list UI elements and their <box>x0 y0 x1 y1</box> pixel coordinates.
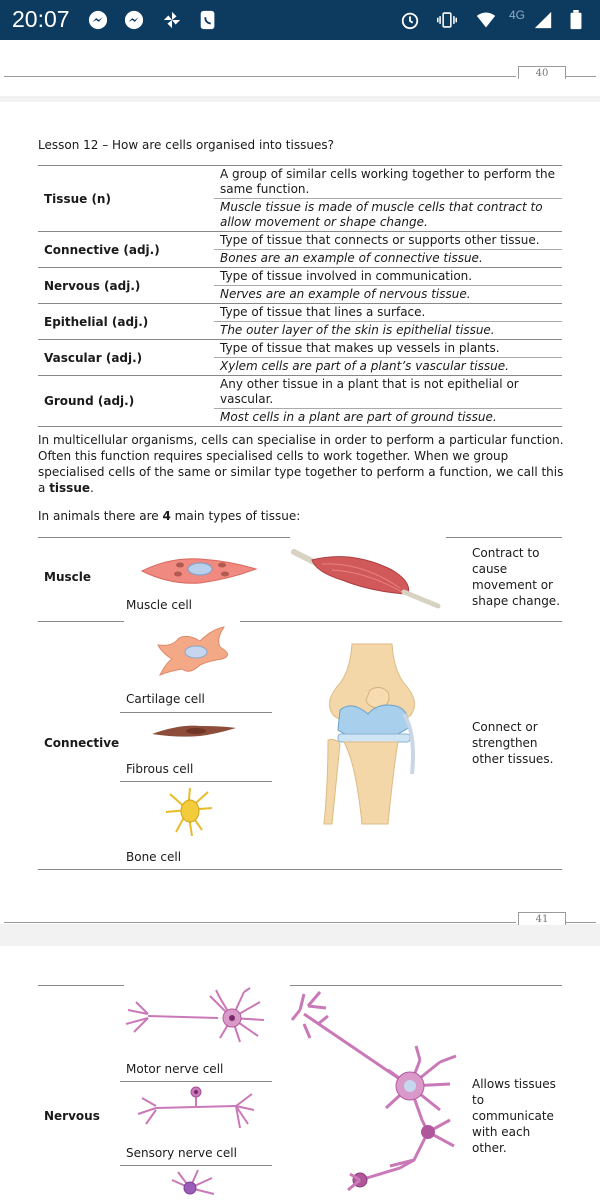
page-number: 41 <box>518 912 566 925</box>
vocab-definition: Type of tissue that connects or supports other tissue. <box>214 232 562 250</box>
divider <box>446 537 562 538</box>
messenger-icon <box>124 10 144 30</box>
messenger-icon <box>88 10 108 30</box>
signal-icon <box>533 10 553 30</box>
motor-nerve-cell-label: Motor nerve cell <box>126 1062 224 1076</box>
vocab-example: Xylem cells are part of a plant’s vascular tissue. <box>214 358 562 376</box>
vibrate-icon <box>437 10 457 30</box>
muscle-label: Muscle <box>44 570 91 584</box>
vocab-term: Connective (adj.) <box>38 232 214 268</box>
vocab-definition: Type of tissue that lines a surface. <box>214 304 562 322</box>
muscle-cell-image <box>140 555 258 587</box>
muscle-tissue-image <box>292 548 440 610</box>
vocabulary-table <box>38 165 562 427</box>
alarm-icon <box>400 10 420 30</box>
divider <box>240 621 562 622</box>
divider <box>566 76 596 77</box>
divider <box>120 781 272 782</box>
divider <box>38 869 562 870</box>
fibrous-cell-label: Fibrous cell <box>126 762 194 776</box>
knee-joint-image <box>322 644 422 824</box>
divider <box>38 537 290 538</box>
fibrous-cell-image <box>150 722 238 740</box>
connective-label: Connective <box>44 736 120 750</box>
vocab-definition: Type of tissue that makes up vessels in plants. <box>214 340 562 358</box>
connective-description: Connect or strengthen other tissues. <box>472 720 554 766</box>
vocab-example: Nerves are an example of nervous tissue. <box>214 286 562 304</box>
pinwheel-icon <box>162 10 182 30</box>
bone-cell-label: Bone cell <box>126 850 182 864</box>
vocab-example: Most cells in a plant are part of ground tissue. <box>214 409 562 427</box>
vocab-definition: Type of tissue involved in communication. <box>214 268 562 286</box>
tissue-count: 4 <box>162 509 171 523</box>
vocab-term: Vascular (adj.) <box>38 340 214 376</box>
keyword-tissue: tissue <box>49 481 91 495</box>
motor-nerve-cell-image <box>124 988 266 1044</box>
divider <box>120 712 272 713</box>
vocab-row <box>38 268 562 286</box>
nervous-label: Nervous <box>44 1109 100 1123</box>
vocab-term: Tissue (n) <box>38 166 214 232</box>
battery-icon <box>566 10 586 30</box>
muscle-cell-label: Muscle cell <box>126 598 192 612</box>
cartilage-cell-image <box>152 625 236 677</box>
divider <box>566 922 596 923</box>
intro-text: In multicellular organisms, cells can specialise in order to perform a particular function. Often this function requires specialised cells to work together. When we group specialised cells of the same or similar type together to perform a function, we call this a <box>38 433 564 495</box>
intro-end: . <box>90 481 94 495</box>
vocab-row <box>38 166 562 199</box>
vocab-row <box>38 376 562 409</box>
nervous-tissue-image <box>290 990 460 1200</box>
animals-pre: In animals there are <box>38 509 163 523</box>
animals-sentence <box>38 509 300 523</box>
status-bar <box>0 0 600 40</box>
phone-app-icon <box>198 10 218 30</box>
vocab-row <box>38 304 562 322</box>
vocab-term: Epithelial (adj.) <box>38 304 214 340</box>
sensory-nerve-cell-image <box>136 1084 256 1132</box>
divider <box>4 922 516 923</box>
wifi-icon <box>476 10 496 30</box>
vocab-term: Nervous (adj.) <box>38 268 214 304</box>
divider <box>120 1081 272 1082</box>
vocab-example: The outer layer of the skin is epithelial tissue. <box>214 322 562 340</box>
divider <box>290 985 562 986</box>
status-time: 20:07 <box>12 6 70 32</box>
vocab-definition: Any other tissue in a plant that is not epithelial or vascular. <box>214 376 562 409</box>
sensory-nerve-cell-label: Sensory nerve cell <box>126 1146 237 1160</box>
page-number: 40 <box>518 66 566 79</box>
vocab-row <box>38 232 562 250</box>
page-40-footer <box>0 40 600 96</box>
network-type: 4G <box>509 8 526 22</box>
vocab-term: Ground (adj.) <box>38 376 214 427</box>
interneuron-image <box>168 1168 218 1200</box>
vocab-definition: A group of similar cells working together to perform the same function. <box>214 166 562 199</box>
animals-post: main types of tissue: <box>170 509 301 523</box>
vocab-row <box>38 340 562 358</box>
divider <box>120 1165 272 1166</box>
divider <box>38 985 124 986</box>
vocab-example: Bones are an example of connective tissue. <box>214 250 562 268</box>
vocab-example: Muscle tissue is made of muscle cells that contract to allow movement or shape change. <box>214 199 562 232</box>
divider <box>4 76 516 77</box>
cartilage-cell-label: Cartilage cell <box>126 692 205 706</box>
divider <box>38 621 124 622</box>
intro-paragraph <box>38 432 568 496</box>
lesson-title: Lesson 12 – How are cells organised into tissues? <box>38 138 334 152</box>
bone-cell-image <box>162 786 214 838</box>
muscle-description: Contract to cause movement or shape change. <box>472 546 561 608</box>
nervous-description: Allows tissues to communicate with each other. <box>472 1077 556 1155</box>
